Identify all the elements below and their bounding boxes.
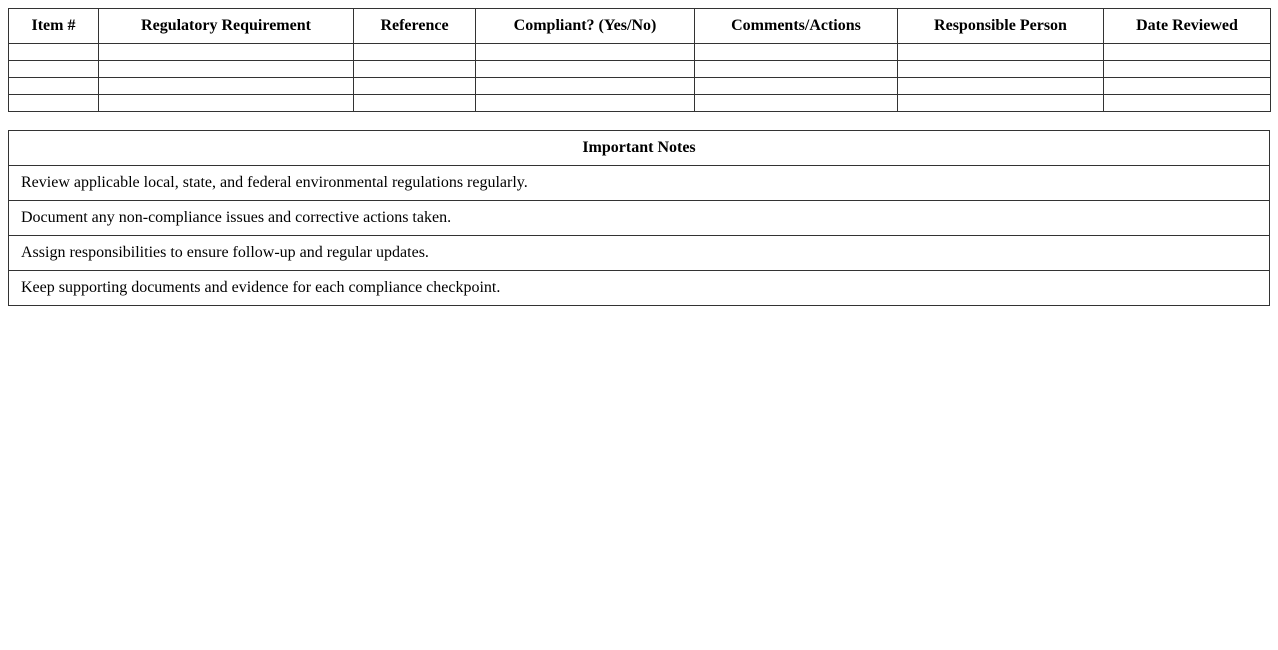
notes-title: Important Notes: [9, 131, 1270, 166]
table-cell[interactable]: [695, 61, 898, 78]
table-cell[interactable]: [99, 44, 354, 61]
table-cell[interactable]: [1104, 95, 1271, 112]
column-header-regulatory-requirement: Regulatory Requirement: [99, 9, 354, 44]
table-cell[interactable]: [476, 61, 695, 78]
table-cell[interactable]: [898, 95, 1104, 112]
table-cell[interactable]: [898, 44, 1104, 61]
table-row: [9, 61, 1271, 78]
important-notes-table: [8, 130, 1270, 306]
table-cell[interactable]: [695, 44, 898, 61]
table-cell[interactable]: [695, 95, 898, 112]
table-cell[interactable]: [354, 95, 476, 112]
table-cell[interactable]: [9, 61, 99, 78]
note-item: Keep supporting documents and evidence for each compliance checkpoint.: [9, 271, 1270, 306]
table-cell[interactable]: [1104, 61, 1271, 78]
compliance-checklist-table: [8, 8, 1271, 112]
column-header-comments-actions: Comments/Actions: [695, 9, 898, 44]
column-header-date-reviewed: Date Reviewed: [1104, 9, 1271, 44]
column-header-item-number: Item #: [9, 9, 99, 44]
table-cell[interactable]: [476, 78, 695, 95]
table-cell[interactable]: [9, 78, 99, 95]
column-header-reference: Reference: [354, 9, 476, 44]
table-cell[interactable]: [476, 44, 695, 61]
notes-header-row: [9, 131, 1270, 166]
table-cell[interactable]: [898, 61, 1104, 78]
table-cell[interactable]: [1104, 44, 1271, 61]
table-cell[interactable]: [99, 95, 354, 112]
table-cell[interactable]: [1104, 78, 1271, 95]
table-cell[interactable]: [354, 44, 476, 61]
table-cell[interactable]: [99, 78, 354, 95]
note-item: Document any non-compliance issues and corrective actions taken.: [9, 201, 1270, 236]
note-row: [9, 236, 1270, 271]
note-item: Assign responsibilities to ensure follow-up and regular updates.: [9, 236, 1270, 271]
column-header-compliant: Compliant? (Yes/No): [476, 9, 695, 44]
table-row: [9, 95, 1271, 112]
table-cell[interactable]: [898, 78, 1104, 95]
table-cell[interactable]: [99, 61, 354, 78]
table-row: [9, 44, 1271, 61]
note-row: [9, 166, 1270, 201]
column-header-responsible-person: Responsible Person: [898, 9, 1104, 44]
table-cell[interactable]: [9, 95, 99, 112]
table-header-row: [9, 9, 1271, 44]
table-row: [9, 78, 1271, 95]
note-row: [9, 201, 1270, 236]
table-cell[interactable]: [354, 61, 476, 78]
note-row: [9, 271, 1270, 306]
table-cell[interactable]: [476, 95, 695, 112]
table-cell[interactable]: [695, 78, 898, 95]
table-cell[interactable]: [9, 44, 99, 61]
table-cell[interactable]: [354, 78, 476, 95]
note-item: Review applicable local, state, and federal environmental regulations regularly.: [9, 166, 1270, 201]
